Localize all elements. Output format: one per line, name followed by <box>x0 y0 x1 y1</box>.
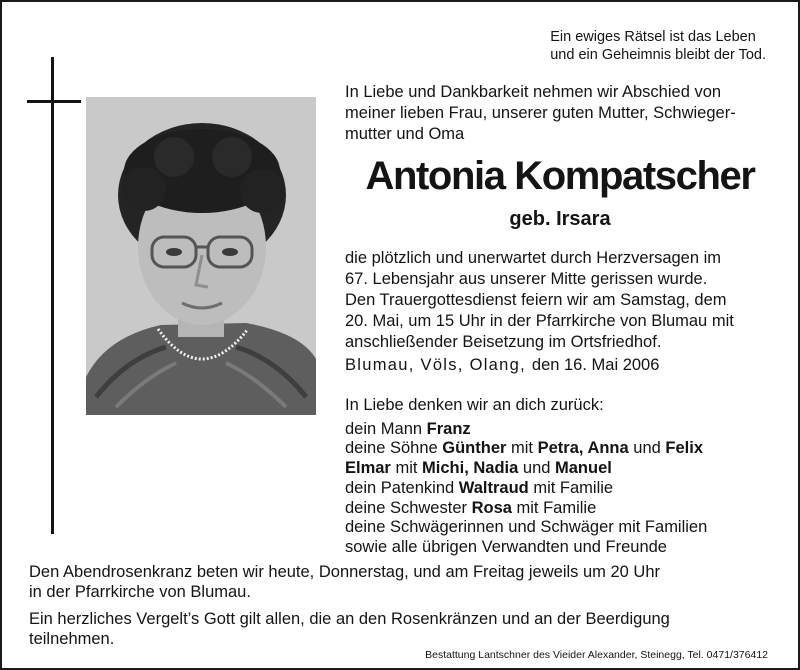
mourner-name: Petra, Anna <box>537 439 629 458</box>
thanks-line: teilnehmen. <box>29 630 115 648</box>
relation-text: deine Söhne <box>345 439 443 458</box>
intro-line: In Liebe und Dankbarkeit nehmen wir Abschied von <box>345 83 722 101</box>
thanks-notice <box>29 609 779 649</box>
connector-text: mit <box>390 459 423 478</box>
mourners-list <box>345 396 785 558</box>
intro-line: meiner lieben Frau, unserer guten Mutter, Schwieger- <box>345 104 736 122</box>
connector-text: und <box>628 439 666 458</box>
rosary-line: in der Pfarrkirche von Blumau. <box>29 583 251 601</box>
rosary-notice <box>29 562 779 602</box>
mourners-heading: In Liebe denken wir an dich zurück: <box>345 396 604 414</box>
connector-text: mit <box>506 439 538 458</box>
mourner-name: Michi, Nadia <box>422 459 519 478</box>
mourner-line <box>345 420 785 440</box>
rosary-line: Den Abendrosenkranz beten wir heute, Donnerstag, und am Freitag jeweils um 20 Uhr <box>29 563 661 581</box>
connector-text: und <box>518 459 556 478</box>
connector-text: mit Familie <box>511 498 597 517</box>
mourner-line <box>345 479 785 499</box>
mourner-name: Manuel <box>555 459 612 478</box>
connector-text: mit Familie <box>528 478 614 497</box>
funeral-home-credit: Bestattung Lantschner des Vieider Alexander, Steinegg, Tel. 0471/376412 <box>425 649 768 661</box>
intro-text <box>345 82 785 145</box>
place-and-date <box>345 355 785 376</box>
mourner-name: Elmar <box>345 459 391 478</box>
thanks-line: Ein herzliches Vergelt’s Gott gilt allen, die an den Rosenkränzen und an der Beerdigung <box>29 610 670 628</box>
mourner-line: deine Schwägerinnen und Schwäger mit Familien <box>345 518 708 537</box>
mourner-line <box>345 439 785 459</box>
quote-line: Ein ewiges Rätsel ist das Leben <box>550 29 756 45</box>
places: Blumau, Völs, Olang, <box>345 356 526 374</box>
relation-text: dein Patenkind <box>345 478 459 497</box>
relation-text: dein Mann <box>345 419 427 438</box>
cross-icon-bar <box>27 100 81 103</box>
funeral-line: 20. Mai, um 15 Uhr in der Pfarrkirche von Blumau mit <box>345 312 734 330</box>
funeral-line: anschließender Beisetzung im Ortsfriedhof. <box>345 333 662 351</box>
quote-line: und ein Geheimnis bleibt der Tod. <box>550 47 766 63</box>
death-line: 67. Lebensjahr aus unserer Mitte gerissen wurde. <box>345 270 708 288</box>
deceased-name: Antonia Kompatscher <box>365 154 755 198</box>
mourner-line <box>345 499 785 519</box>
date: den 16. Mai 2006 <box>531 356 660 374</box>
funeral-line: Den Trauergottesdienst feiern wir am Samstag, dem <box>345 291 727 309</box>
closing-text <box>29 562 779 656</box>
death-and-funeral-text <box>345 248 785 376</box>
intro-line: mutter und Oma <box>345 125 465 143</box>
mourner-line <box>345 459 785 479</box>
mourner-name: Günther <box>442 439 507 458</box>
mourner-name: Felix <box>665 439 704 458</box>
relation-text: deine Schwester <box>345 498 472 517</box>
portrait-photo <box>86 97 316 415</box>
mourner-line: sowie alle übrigen Verwandten und Freunde <box>345 537 667 556</box>
death-line: die plötzlich und unerwartet durch Herzversagen im <box>345 249 722 267</box>
cross-icon <box>51 57 54 534</box>
mourner-name: Waltraud <box>458 478 529 497</box>
epigraph-quote <box>550 28 766 64</box>
mourner-name: Franz <box>426 419 471 438</box>
mourner-name: Rosa <box>471 498 512 517</box>
maiden-name: geb. Irsara <box>509 208 611 230</box>
